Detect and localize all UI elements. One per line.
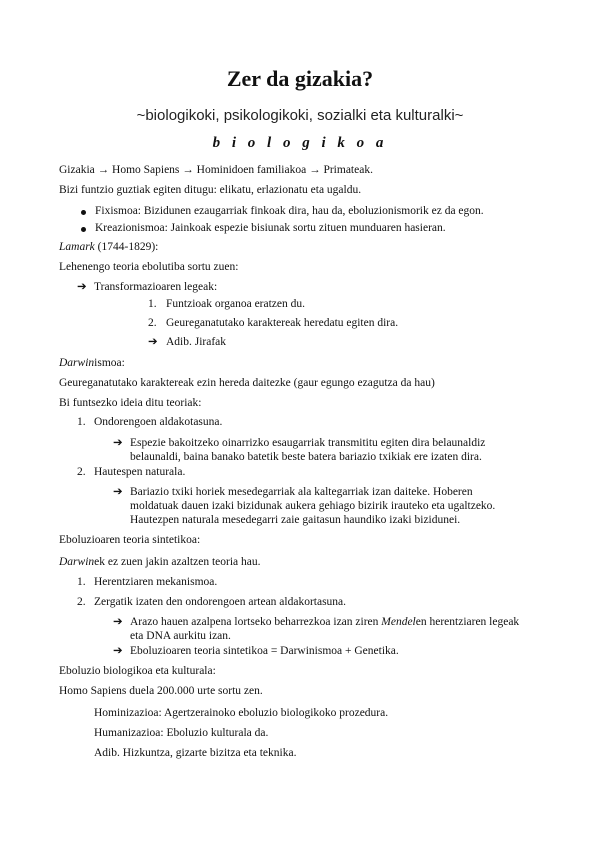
- arrow-right-icon: ➔: [113, 645, 123, 657]
- darwin-name: Darwin: [59, 357, 95, 369]
- darwinism-line: [59, 356, 125, 370]
- mendel-line-post: en herentziaren legeak: [415, 616, 520, 628]
- list-number: 1.: [77, 416, 86, 428]
- idea-1-detail-line-1: Espezie bakoitzeko oinarrizko esaugarriak transmititu egiten dira belaunaldiz: [130, 437, 486, 449]
- idea-1-detail-line-2: belaunaldi, baina banako batetik beste batera bariazio txikiak ere izaten dira.: [130, 451, 482, 463]
- humanization-line: Humanizazioa: Eboluzio kulturala da.: [94, 727, 269, 739]
- first-theory-line: Lehenengo teoria ebolutiba sortu zuen:: [59, 261, 239, 273]
- synthetic-equation: Eboluzioaren teoria sintetikoa = Darwinismoa + Genetika.: [130, 645, 399, 657]
- mendel-line-pre: Arazo hauen azalpena lortseko beharrezkoa izan ziren: [130, 616, 382, 628]
- classification-line: Gizakia → Homo Sapiens → Hominidoen familiakoa → Primateak.: [59, 164, 373, 176]
- lamark-line: [59, 240, 158, 254]
- arrow-right-icon: ➔: [113, 437, 123, 449]
- arrow-right-icon: ➔: [148, 336, 158, 348]
- transformation-law-2: Geureganatutako karaktereak heredatu egiten dira.: [166, 317, 399, 329]
- vital-functions-line: Bizi funtzio guztiak egiten ditugu: elikatu, erlazionatu eta ugaldu.: [59, 184, 362, 196]
- mendel-line-2: eta DNA aurkitu izan.: [130, 630, 231, 642]
- mendel-name: Mendel: [381, 616, 416, 628]
- bullet-dot-icon: [81, 210, 86, 215]
- cultural-example-line: Adib. Hizkuntza, gizarte bizitza eta teknika.: [94, 747, 297, 759]
- idea-2-detail-line-3: Hautezpen naturala mesedegarri zaie gaitasun haundiko izaki bizidunei.: [130, 514, 461, 526]
- arrow-right-icon: ➔: [77, 281, 87, 293]
- hominization-line: Hominizazioa: Agertzerainoko eboluzio biologikoko prozedura.: [94, 707, 389, 719]
- darwin-name-2: Darwin: [59, 556, 95, 568]
- synthetic-item-1: Herentziaren mekanismoa.: [94, 576, 218, 588]
- darwin-line: [59, 555, 261, 569]
- transformation-example: Adib. Jirafak: [166, 336, 227, 348]
- idea-2-detail-line-1: Bariazio txiki horiek mesedegarriak ala kaltegarriak izan daiteke. Hoberen: [130, 486, 473, 498]
- transformation-law-1: Funtzioak organoa eratzen du.: [166, 298, 306, 310]
- arrow-right-icon: ➔: [113, 486, 123, 498]
- arrow-right-icon: ➔: [113, 616, 123, 628]
- synthetic-item-2: Zergatik izaten den ondorengoen artean aldakortasuna.: [94, 596, 347, 608]
- page-subtitle: ~biologikoki, psikologikoki, sozialki eta kulturalki~: [136, 107, 464, 124]
- darwin-line-rest: ek ez zuen jakin azaltzen teoria hau.: [94, 556, 261, 568]
- homo-sapiens-line: Homo Sapiens duela 200.000 urte sortu zen.: [59, 685, 263, 697]
- lamark-name: Lamark: [59, 241, 95, 253]
- lamark-years: (1744-1829):: [94, 241, 159, 253]
- page-title: Zer da gizakia?: [226, 66, 374, 91]
- two-ideas-line: Bi funtsezko ideia ditu teoriak:: [59, 397, 202, 409]
- synthetic-theory-heading: Eboluzioaren teoria sintetikoa:: [59, 534, 201, 546]
- mendel-line: [130, 615, 519, 629]
- list-number: 2.: [77, 596, 86, 608]
- idea-2-detail-line-2: moldatuak dauen izaki bizidunak aukera gehiago bizirik irauteko eta ugaltzeko.: [130, 500, 496, 512]
- section-heading: b i o l o g i k o a: [212, 135, 388, 151]
- list-number: 2.: [148, 317, 157, 329]
- bullet-creationism: Kreazionismoa: Jainkoak espezie bisiunak sortu zituen munduaren hasieran.: [95, 222, 446, 234]
- list-number: 1.: [77, 576, 86, 588]
- list-number: 1.: [148, 298, 157, 310]
- list-number: 2.: [77, 466, 86, 478]
- transformation-laws-label: Transformazioaren legeak:: [94, 281, 218, 293]
- idea-2-title: Hautespen naturala.: [94, 466, 186, 478]
- idea-1-title: Ondorengoen aldakotasuna.: [94, 416, 223, 428]
- darwinism-suffix: ismoa:: [94, 357, 125, 369]
- bullet-dot-icon: [81, 227, 86, 232]
- acquired-traits-line: Geureganatutako karaktereak ezin hereda daitezke (gaur egungo ezagutza da hau): [59, 377, 435, 389]
- cultural-evolution-heading: Eboluzio biologikoa eta kulturala:: [59, 665, 216, 677]
- bullet-fixism: Fixismoa: Bizidunen ezaugarriak finkoak dira, hau da, eboluzionismorik ez da egon.: [95, 205, 484, 217]
